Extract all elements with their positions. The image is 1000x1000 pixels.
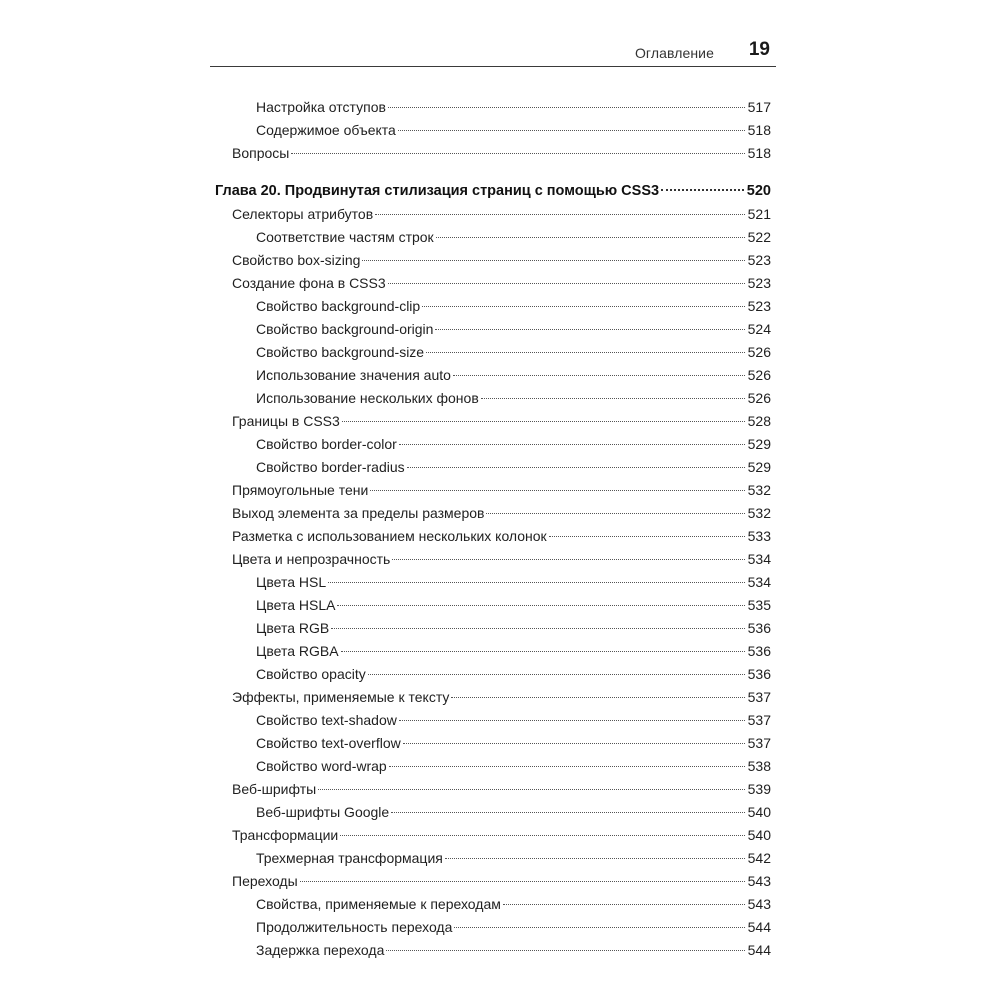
toc-dot-leader [481, 398, 745, 399]
toc-entry-label: Свойство background-origin [256, 321, 434, 337]
toc-entry [215, 617, 771, 640]
toc-dot-leader [331, 628, 744, 629]
toc-entry [215, 433, 771, 456]
toc-entry-label: Цвета и непрозрачность [232, 551, 391, 567]
toc-entry-page: 540 [747, 804, 771, 820]
toc-entry-label: Цвета HSLA [256, 597, 336, 613]
toc-entry [215, 142, 771, 165]
toc-entry-page: 539 [747, 781, 771, 797]
toc-entry [215, 456, 771, 479]
toc-entry [215, 939, 771, 962]
toc-dot-leader [436, 237, 745, 238]
toc-entry [215, 119, 771, 142]
toc-entry-page: 543 [747, 896, 771, 912]
toc-entry [215, 364, 771, 387]
toc-entry-page: 536 [747, 643, 771, 659]
toc-entry [215, 663, 771, 686]
toc-entry-page: 532 [747, 482, 771, 498]
toc-entry-label: Свойство background-clip [256, 298, 421, 314]
toc-entry-label: Свойство opacity [256, 666, 366, 682]
header-section-title: Оглавление [634, 45, 714, 61]
toc-entry-page: 526 [747, 367, 771, 383]
toc-entry [215, 548, 771, 571]
toc-entry-label: Задержка перехода [256, 942, 385, 958]
toc-entry-label: Селекторы атрибутов [232, 206, 374, 222]
toc-dot-leader [368, 674, 745, 675]
toc-entry-label: Использование значения auto [256, 367, 451, 383]
toc-dot-leader [375, 214, 745, 215]
toc-dot-leader [386, 950, 744, 951]
toc-entry-label: Содержимое объекта [256, 122, 396, 138]
toc-entry [215, 502, 771, 525]
toc-entry [215, 249, 771, 272]
toc-entry [215, 226, 771, 249]
toc-entry [215, 203, 771, 226]
toc-entry [215, 410, 771, 433]
toc-entry-page: 540 [747, 827, 771, 843]
running-header [210, 36, 776, 67]
toc-entry-label: Использование нескольких фонов [256, 390, 479, 406]
toc-dot-leader [388, 107, 745, 108]
toc-entry-label: Соответствие частям строк [256, 229, 434, 245]
toc-entry [215, 571, 771, 594]
toc-entry-label: Границы в CSS3 [232, 413, 340, 429]
toc-entry-label: Создание фона в CSS3 [232, 275, 386, 291]
toc-entry [215, 755, 771, 778]
toc-entry-page: 518 [747, 145, 771, 161]
toc-entry [215, 594, 771, 617]
toc-dot-leader [388, 283, 745, 284]
toc-dot-leader [398, 130, 745, 131]
toc-entry-page: 523 [747, 275, 771, 291]
toc-entry-page: 536 [747, 620, 771, 636]
toc-dot-leader [445, 858, 745, 859]
toc-dot-leader [341, 651, 745, 652]
toc-dot-leader [426, 352, 745, 353]
toc-dot-leader [389, 766, 745, 767]
toc-entry [215, 709, 771, 732]
toc-entry-page: 537 [747, 689, 771, 705]
toc-dot-leader [370, 490, 744, 491]
toc-dot-leader [454, 927, 744, 928]
toc-dot-leader [422, 306, 744, 307]
toc-entry [215, 525, 771, 548]
toc-entry-label: Свойство border-radius [256, 459, 405, 475]
toc-entry-label: Свойство text-overflow [256, 735, 401, 751]
toc-entry-label: Вопросы [232, 145, 290, 161]
toc-entry-page: 526 [747, 344, 771, 360]
toc-dot-leader [453, 375, 745, 376]
toc-entry-page: 532 [747, 505, 771, 521]
toc-chapter-entry [215, 180, 771, 203]
toc-entry-page: 522 [747, 229, 771, 245]
toc-dot-leader [451, 697, 744, 698]
toc-entry-page: 534 [747, 574, 771, 590]
toc-entry-label: Свойства, применяемые к переходам [256, 896, 501, 912]
toc-entry-page: 536 [747, 666, 771, 682]
toc-entry-label: Эффекты, применяемые к тексту [232, 689, 450, 705]
toc-entry-page: 534 [747, 551, 771, 567]
toc-dot-leader [337, 605, 744, 606]
toc-entry-label: Выход элемента за пределы размеров [232, 505, 485, 521]
toc-entry-page: 544 [747, 942, 771, 958]
toc-entry [215, 824, 771, 847]
toc-dot-leader [291, 153, 744, 154]
toc-dot-leader [328, 582, 745, 583]
header-page-number: 19 [748, 39, 770, 60]
toc-dot-leader [399, 720, 745, 721]
toc-entry-page: 521 [747, 206, 771, 222]
toc-entry [215, 916, 771, 939]
toc-entry [215, 341, 771, 364]
toc-entry-label: Цвета RGB [256, 620, 330, 636]
toc-entry-label: Разметка с использованием нескольких колонок [232, 528, 547, 544]
toc-entry [215, 893, 771, 916]
toc-dot-leader [435, 329, 744, 330]
toc-entry [215, 479, 771, 502]
toc-entry-page: 529 [747, 459, 771, 475]
toc-entry-page: 526 [747, 390, 771, 406]
toc-entry-page: 523 [747, 252, 771, 268]
toc-dot-leader [362, 260, 744, 261]
toc-dot-leader [549, 536, 745, 537]
toc-entry-label: Свойство word-wrap [256, 758, 387, 774]
toc-entry [215, 272, 771, 295]
toc-entry-label: Трехмерная трансформация [256, 850, 443, 866]
toc-entry-label: Цвета HSL [256, 574, 327, 590]
toc-dot-leader [486, 513, 744, 514]
toc-entry-page: 523 [747, 298, 771, 314]
toc-entry-page: 537 [747, 735, 771, 751]
toc-entry-page: 533 [747, 528, 771, 544]
toc-entry-label: Прямоугольные тени [232, 482, 369, 498]
toc-entry-page: 535 [747, 597, 771, 613]
chapter-page: 520 [746, 183, 771, 199]
toc-entry-label: Продолжительность перехода [256, 919, 453, 935]
toc-entry-label: Цвета RGBA [256, 643, 339, 659]
toc-entry-label: Свойство text-shadow [256, 712, 397, 728]
toc-entry [215, 732, 771, 755]
toc-entry [215, 778, 771, 801]
toc-entry [215, 640, 771, 663]
toc-entry [215, 295, 771, 318]
toc-dot-leader [300, 881, 745, 882]
toc-entry [215, 318, 771, 341]
toc-entry [215, 847, 771, 870]
table-of-contents [215, 96, 771, 962]
toc-dot-leader [392, 559, 744, 560]
toc-dot-leader [503, 904, 745, 905]
toc-entry-page: 518 [747, 122, 771, 138]
toc-entry-page: 537 [747, 712, 771, 728]
toc-entry-label: Трансформации [232, 827, 339, 843]
toc-entry-label: Свойство background-size [256, 344, 425, 360]
toc-entry [215, 686, 771, 709]
toc-entry-label: Переходы [232, 873, 298, 889]
toc-entry-page: 544 [747, 919, 771, 935]
toc-entry-label: Настройка отступов [256, 99, 386, 115]
toc-entry-label: Веб-шрифты Google [256, 804, 390, 820]
toc-entry-page: 524 [747, 321, 771, 337]
toc-entry-page: 542 [747, 850, 771, 866]
toc-dot-leader [403, 743, 745, 744]
toc-entry [215, 387, 771, 410]
toc-dot-leader [407, 467, 745, 468]
toc-entry [215, 870, 771, 893]
toc-entry [215, 96, 771, 119]
toc-entry-label: Веб-шрифты [232, 781, 317, 797]
toc-entry-page: 529 [747, 436, 771, 452]
toc-entry [215, 801, 771, 824]
toc-dot-leader [391, 812, 744, 813]
toc-dot-leader [318, 789, 744, 790]
toc-dot-leader [399, 444, 745, 445]
toc-entry-label: Свойство border-color [256, 436, 397, 452]
toc-entry-page: 543 [747, 873, 771, 889]
toc-dot-leader [340, 835, 744, 836]
toc-entry-label: Свойство box-sizing [232, 252, 361, 268]
toc-dot-leader [342, 421, 745, 422]
toc-dot-leader [661, 189, 744, 191]
toc-entry-page: 528 [747, 413, 771, 429]
toc-entry-page: 538 [747, 758, 771, 774]
toc-entry-page: 517 [747, 99, 771, 115]
chapter-title: Глава 20. Продвинутая стилизация страниц с помощью CSS3 [215, 183, 660, 199]
